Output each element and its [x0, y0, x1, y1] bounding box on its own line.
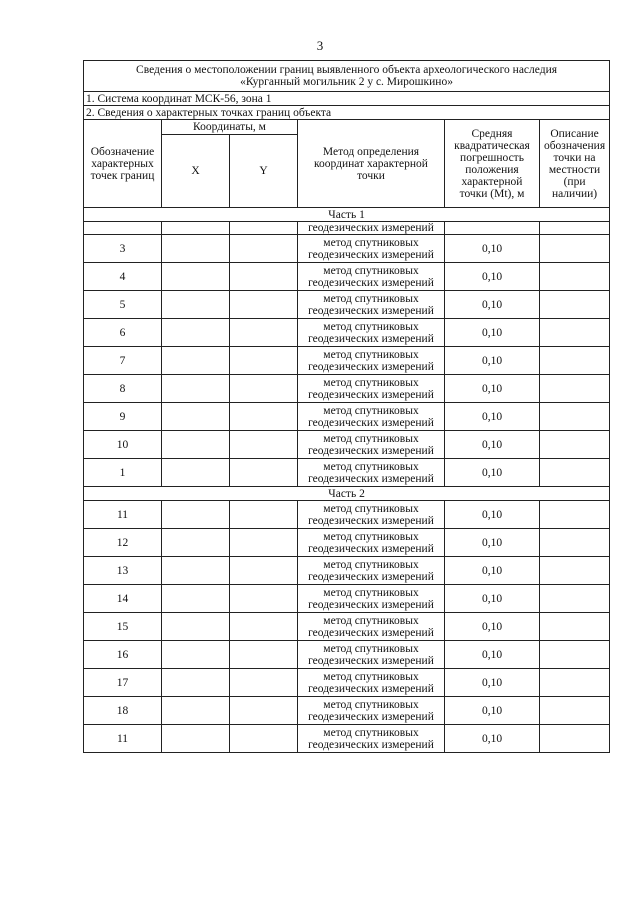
- table-row: [84, 347, 610, 375]
- point-number: 11: [84, 725, 162, 753]
- table-row: [84, 585, 610, 613]
- y-cell: [230, 375, 298, 403]
- table-row: [84, 725, 610, 753]
- method-cell: [298, 347, 445, 375]
- method-line-2: геодезических измерений: [308, 654, 434, 667]
- description-cell: [540, 725, 610, 753]
- method-line-2: геодезических измерений: [308, 304, 434, 317]
- method-cell: [298, 459, 445, 487]
- point-number: 12: [84, 529, 162, 557]
- table-row: [84, 459, 610, 487]
- method-line-1: метод спутниковых: [323, 530, 419, 543]
- header-error: Средняя квадратическая погрешность положения характерной точки (Mt), м: [445, 120, 540, 208]
- method-line-2: геодезических измерений: [308, 276, 434, 289]
- method-line-2: геодезических измерений: [308, 444, 434, 457]
- method-line-2: геодезических измерений: [308, 682, 434, 695]
- y-cell: [230, 403, 298, 431]
- point-number: 14: [84, 585, 162, 613]
- description-cell: [540, 557, 610, 585]
- table-row: [84, 319, 610, 347]
- y-cell: [230, 222, 298, 235]
- x-cell: [162, 235, 230, 263]
- point-number: 10: [84, 431, 162, 459]
- method-line-1: метод спутниковых: [323, 376, 419, 389]
- point-number: 13: [84, 557, 162, 585]
- method-line-1: метод спутниковых: [323, 642, 419, 655]
- x-cell: [162, 669, 230, 697]
- y-cell: [230, 291, 298, 319]
- point-number: 15: [84, 613, 162, 641]
- x-cell: [162, 291, 230, 319]
- method-line-2: геодезических измерений: [308, 416, 434, 429]
- error-value: 0,10: [445, 403, 540, 431]
- method-line-2: геодезических измерений: [308, 542, 434, 555]
- table-row: [84, 222, 610, 235]
- method-line-1: метод спутниковых: [323, 348, 419, 361]
- x-cell: [162, 529, 230, 557]
- x-cell: [162, 585, 230, 613]
- point-number: 7: [84, 347, 162, 375]
- coordinate-system-label: 1. Система координат МСК-56, зона 1: [84, 92, 610, 106]
- method-line-2: геодезических измерений: [308, 710, 434, 723]
- method-cell: геодезических измерений: [298, 222, 445, 235]
- description-cell: [540, 459, 610, 487]
- document-title: [84, 61, 610, 92]
- point-number: 18: [84, 697, 162, 725]
- method-line-2: геодезических измерений: [308, 514, 434, 527]
- table-row: [84, 641, 610, 669]
- point-number: 11: [84, 501, 162, 529]
- table-row: [84, 697, 610, 725]
- method-line-1: метод спутниковых: [323, 698, 419, 711]
- method-line-1: метод спутниковых: [323, 558, 419, 571]
- x-cell: [162, 375, 230, 403]
- x-cell: [162, 557, 230, 585]
- error-value: 0,10: [445, 697, 540, 725]
- description-cell: [540, 347, 610, 375]
- method-line-2: геодезических измерений: [308, 738, 434, 751]
- table-row: [84, 291, 610, 319]
- method-line-1: метод спутниковых: [323, 502, 419, 515]
- y-cell: [230, 557, 298, 585]
- method-line-2: геодезических измерений: [308, 570, 434, 583]
- method-line-2: геодезических измерений: [308, 360, 434, 373]
- header-description: Описание обозначения точки на местности (при наличии): [540, 120, 610, 208]
- error-value: 0,10: [445, 459, 540, 487]
- method-line-2: геодезических измерений: [308, 472, 434, 485]
- points-section-label: 2. Сведения о характерных точках границ объекта: [84, 106, 610, 120]
- method-line-1: метод спутниковых: [323, 320, 419, 333]
- method-cell: [298, 697, 445, 725]
- error-value: 0,10: [445, 669, 540, 697]
- method-cell: [298, 613, 445, 641]
- point-cell: [84, 222, 162, 235]
- y-cell: [230, 669, 298, 697]
- description-cell: [540, 403, 610, 431]
- method-cell: [298, 501, 445, 529]
- method-line-1: метод спутниковых: [323, 586, 419, 599]
- description-cell: [540, 291, 610, 319]
- x-cell: [162, 431, 230, 459]
- method-cell: [298, 291, 445, 319]
- y-cell: [230, 641, 298, 669]
- boundary-points-table: [83, 60, 610, 753]
- method-cell: [298, 403, 445, 431]
- x-cell: [162, 222, 230, 235]
- method-line-1: метод спутниковых: [323, 404, 419, 417]
- table-row: [84, 403, 610, 431]
- error-value: 0,10: [445, 725, 540, 753]
- table-row: [84, 431, 610, 459]
- description-cell: [540, 222, 610, 235]
- method-line-1: метод спутниковых: [323, 460, 419, 473]
- y-cell: [230, 585, 298, 613]
- point-number: 3: [84, 235, 162, 263]
- point-number: 1: [84, 459, 162, 487]
- error-value: 0,10: [445, 347, 540, 375]
- table-row: [84, 669, 610, 697]
- page-number: 3: [316, 38, 324, 53]
- header-coordinates: Координаты, м: [162, 120, 298, 135]
- y-cell: [230, 235, 298, 263]
- description-cell: [540, 669, 610, 697]
- error-value: 0,10: [445, 375, 540, 403]
- method-line-1: метод спутниковых: [323, 670, 419, 683]
- y-cell: [230, 613, 298, 641]
- error-value: 0,10: [445, 263, 540, 291]
- description-cell: [540, 501, 610, 529]
- point-number: 9: [84, 403, 162, 431]
- method-line-2: геодезических измерений: [308, 626, 434, 639]
- point-number: 6: [84, 319, 162, 347]
- method-line-1: метод спутниковых: [323, 236, 419, 249]
- x-cell: [162, 263, 230, 291]
- method-cell: [298, 263, 445, 291]
- method-cell: [298, 319, 445, 347]
- y-cell: [230, 319, 298, 347]
- y-cell: [230, 459, 298, 487]
- point-number: 5: [84, 291, 162, 319]
- x-cell: [162, 725, 230, 753]
- description-cell: [540, 431, 610, 459]
- header-method: Метод определения координат характерной точки: [298, 120, 445, 208]
- error-value: 0,10: [445, 613, 540, 641]
- method-line-2: геодезических измерений: [308, 388, 434, 401]
- point-number: 16: [84, 641, 162, 669]
- x-cell: [162, 501, 230, 529]
- title-line-2: «Курганный могильник 2 у с. Мирошкино»: [240, 76, 453, 88]
- x-cell: [162, 347, 230, 375]
- error-value: 0,10: [445, 641, 540, 669]
- description-cell: [540, 375, 610, 403]
- description-cell: [540, 235, 610, 263]
- y-cell: [230, 347, 298, 375]
- method-cell: [298, 669, 445, 697]
- title-line-1: Сведения о местоположении границ выявленного объекта археологического наследия: [136, 64, 558, 76]
- part-2-label: Часть 2: [84, 487, 610, 501]
- method-line-2: геодезических измерений: [308, 332, 434, 345]
- table-row: [84, 375, 610, 403]
- x-cell: [162, 403, 230, 431]
- method-cell: [298, 585, 445, 613]
- table-row: [84, 529, 610, 557]
- y-cell: [230, 529, 298, 557]
- description-cell: [540, 585, 610, 613]
- y-cell: [230, 431, 298, 459]
- part-1-label: Часть 1: [84, 208, 610, 222]
- x-cell: [162, 641, 230, 669]
- error-value: 0,10: [445, 557, 540, 585]
- description-cell: [540, 697, 610, 725]
- method-line-1: метод спутниковых: [323, 292, 419, 305]
- method-line-1: метод спутниковых: [323, 264, 419, 277]
- method-line-1: метод спутниковых: [323, 432, 419, 445]
- error-value: 0,10: [445, 501, 540, 529]
- table-row: [84, 235, 610, 263]
- description-cell: [540, 613, 610, 641]
- method-line-1: метод спутниковых: [323, 614, 419, 627]
- error-cell: [445, 222, 540, 235]
- header-x: X: [162, 135, 230, 208]
- description-cell: [540, 641, 610, 669]
- method-cell: [298, 235, 445, 263]
- method-line-2: геодезических измерений: [308, 248, 434, 261]
- x-cell: [162, 697, 230, 725]
- y-cell: [230, 501, 298, 529]
- table-row: [84, 263, 610, 291]
- y-cell: [230, 725, 298, 753]
- method-cell: [298, 725, 445, 753]
- method-line-2: геодезических измерений: [308, 598, 434, 611]
- method-line-1: метод спутниковых: [323, 726, 419, 739]
- error-value: 0,10: [445, 319, 540, 347]
- description-cell: [540, 263, 610, 291]
- table-row: [84, 501, 610, 529]
- method-cell: [298, 641, 445, 669]
- error-value: 0,10: [445, 585, 540, 613]
- method-cell: [298, 529, 445, 557]
- description-cell: [540, 319, 610, 347]
- description-cell: [540, 529, 610, 557]
- x-cell: [162, 459, 230, 487]
- point-number: 4: [84, 263, 162, 291]
- x-cell: [162, 613, 230, 641]
- method-cell: [298, 557, 445, 585]
- table-row: [84, 613, 610, 641]
- point-number: 17: [84, 669, 162, 697]
- y-cell: [230, 263, 298, 291]
- header-y: Y: [230, 135, 298, 208]
- error-value: 0,10: [445, 529, 540, 557]
- method-cell: [298, 375, 445, 403]
- point-number: 8: [84, 375, 162, 403]
- method-cell: [298, 431, 445, 459]
- table-row: [84, 557, 610, 585]
- x-cell: [162, 319, 230, 347]
- error-value: 0,10: [445, 431, 540, 459]
- header-designation: Обозначение характерных точек границ: [84, 120, 162, 208]
- error-value: 0,10: [445, 291, 540, 319]
- y-cell: [230, 697, 298, 725]
- error-value: 0,10: [445, 235, 540, 263]
